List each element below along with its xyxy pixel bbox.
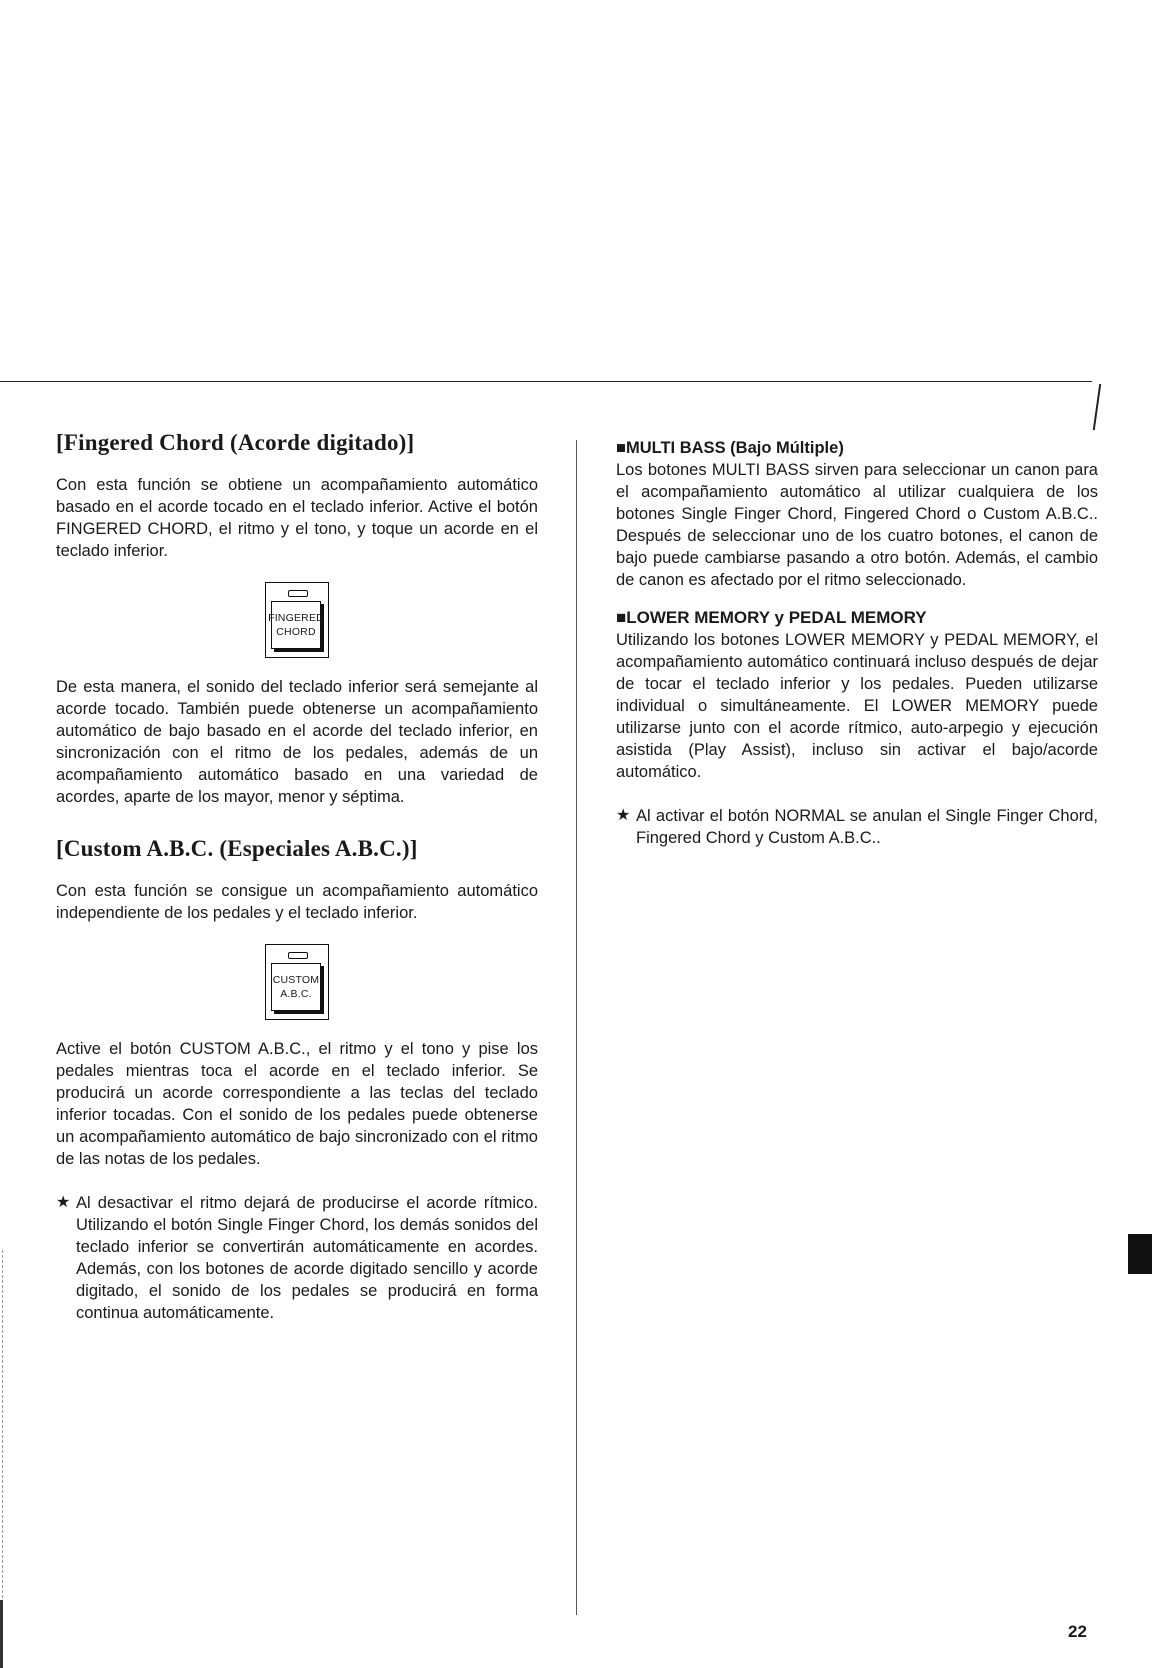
- fingered-chord-details: De esta manera, el sonido del teclado inferior será semejante al acorde tocado. También puede obtenerse un acompañamiento automático de bajo basado en el acorde del teclado inferior, en sincronización con el ritmo de los pedales, además de un acompañamiento automático basado en una variedad de acordes, aparte de los mayor, menor y séptima.: [56, 678, 538, 806]
- indicator-lamp-icon: [288, 952, 308, 959]
- memory-section: [616, 607, 1098, 783]
- custom-abc-intro: Con esta función se consigue un acompañamiento automático independiente de los pedales y el teclado inferior.: [56, 882, 538, 922]
- column-divider: [576, 440, 577, 1615]
- star-icon: ★: [56, 1194, 71, 1211]
- binding-edge-mark: [0, 1600, 3, 1668]
- memory-body: Utilizando los botones LOWER MEMORY y PEDAL MEMORY, el acompañamiento automático continuará incluso después de dejar de tocar el teclado inferior y los pedales. Pueden utilizarse individual o simultáneamente. El LOWER MEMORY puede utilizarse junto con el acorde rítmico, auto-arpegio y ejecución asistida (Play Assist), incluso sin activar el bajo/acorde automático.: [616, 631, 1098, 781]
- memory-heading: ■LOWER MEMORY y PEDAL MEMORY: [616, 608, 927, 627]
- multi-bass-body: Los botones MULTI BASS sirven para seleccionar un canon para el acompañamiento automático al utilizar cualquiera de los botones Single Finger Chord, Fingered Chord o Custom A.B.C.. Después de seleccionar uno de los cuatro botones, el canon de bajo puede cambiarse pasando a otro botón. Además, el cambio de canon es afectado por el ritmo seleccionado.: [616, 461, 1098, 589]
- fingered-chord-button-illustration: [265, 582, 329, 658]
- page-number: 22: [1068, 1622, 1087, 1641]
- custom-abc-button-illustration: [265, 944, 329, 1020]
- top-rule-hook: [1093, 384, 1101, 430]
- fingered-chord-button-label: FINGERED CHORD: [268, 612, 324, 638]
- section-title-fingered-chord: [Fingered Chord (Acorde digitado)]: [56, 430, 415, 455]
- fingered-chord-section: [56, 430, 538, 808]
- indicator-lamp-icon: [288, 590, 308, 597]
- section-title-custom-abc: [Custom A.B.C. (Especiales A.B.C.)]: [56, 836, 418, 861]
- fingered-chord-intro: Con esta función se obtiene un acompañamiento automático basado en el acorde tocado en el teclado inferior. Active el botón FINGERED CHORD, el ritmo y el tono, y toque un acorde en el teclado inferior.: [56, 476, 538, 560]
- button-face: [271, 963, 321, 1011]
- thumb-index-tab: [1128, 1234, 1152, 1274]
- custom-abc-section: [56, 836, 538, 1324]
- top-rule: [0, 381, 1092, 382]
- custom-abc-details: Active el botón CUSTOM A.B.C., el ritmo y el tono y pise los pedales mientras toca el acorde en el teclado inferior. Se producirá un acorde correspondiente a las teclas del teclado inferior tocadas. Con el sonido de los pedales puede obtenerse un acompañamiento automático de bajo sincronizado con el ritmo de las notas de los pedales.: [56, 1040, 538, 1168]
- right-column: [616, 437, 1098, 849]
- custom-abc-note: [56, 1192, 538, 1324]
- custom-abc-note-text: Al desactivar el ritmo dejará de producirse el acorde rítmico. Utilizando el botón Single Finger Chord, los demás sonidos del teclado inferior se convertirán automáticamente en acordes. Además, con los botones de acorde digitado sencillo y acorde digitado, el sonido de los pedales se producirá en forma continua automáticamente.: [76, 1194, 538, 1322]
- normal-button-note-text: Al activar el botón NORMAL se anulan el Single Finger Chord, Fingered Chord y Custom A.B.C..: [636, 807, 1098, 847]
- multi-bass-heading: ■MULTI BASS (Bajo Múltiple): [616, 439, 844, 457]
- custom-abc-button-label: CUSTOM A.B.C.: [272, 974, 320, 1000]
- left-column: [56, 430, 538, 1324]
- multi-bass-section: [616, 437, 1098, 591]
- normal-button-note: [616, 805, 1098, 849]
- button-face: [268, 601, 324, 649]
- star-icon: ★: [616, 807, 631, 824]
